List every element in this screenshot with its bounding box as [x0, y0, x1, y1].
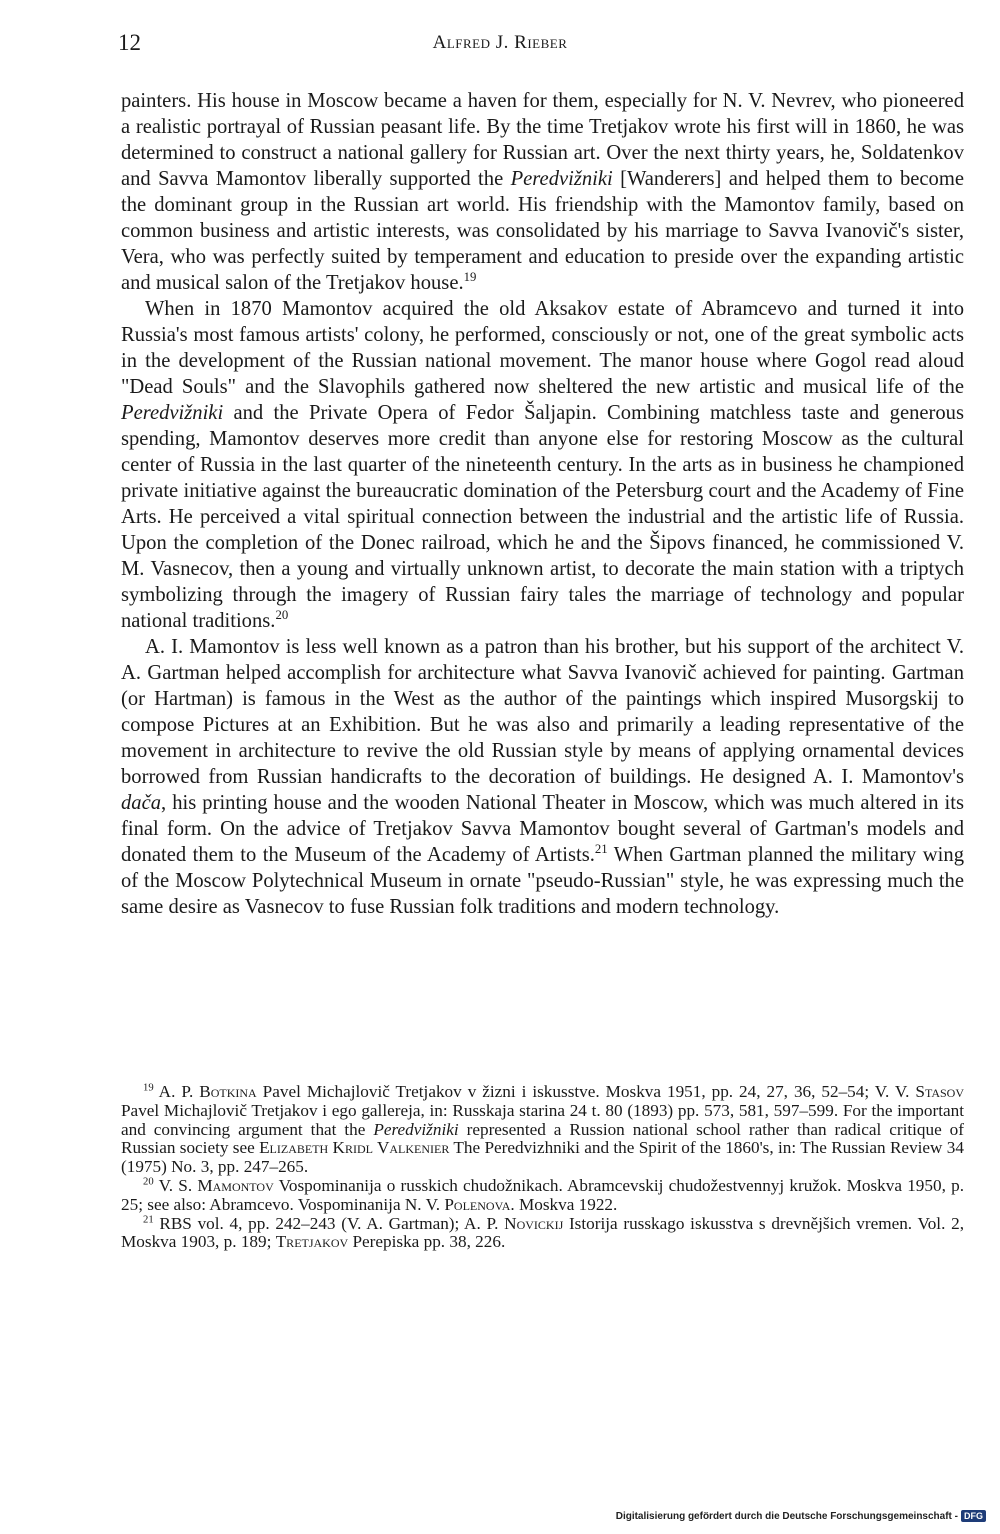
text-run: The Peredvizhniki and the Spirit of the 1860's, in: The Russian Review 34 (1975) No. 3, pp. 247–265.: [121, 1138, 964, 1177]
author-name: Stasov: [915, 1082, 964, 1101]
footnote: [121, 1215, 964, 1253]
footnote-ref: 19: [463, 270, 477, 285]
footer: [616, 1510, 986, 1522]
footnote-ref: 20: [143, 1176, 154, 1188]
text-run: A. P.: [153, 1082, 200, 1101]
author-name: Novickij: [504, 1213, 564, 1233]
footnote-ref: 19: [143, 1082, 154, 1094]
italic-text: Peredvižniki: [121, 402, 224, 424]
author-name: Elizabeth Kridl Valkenier: [259, 1138, 450, 1158]
paragraph: [121, 88, 964, 296]
footnote-ref: 21: [143, 1213, 154, 1225]
paragraph: [121, 296, 964, 634]
author-name: Botkina: [199, 1082, 257, 1101]
footnotes: [121, 1083, 964, 1252]
author-name: Polenova: [444, 1194, 511, 1214]
text-run: represented a Russion national school rather than radical critique of Russian society see: [121, 1119, 964, 1158]
paragraph: [121, 634, 964, 920]
footnote-ref: 21: [594, 842, 608, 857]
text-run: A. I. Mamontov is less well known as a patron than his brother, but his support of the architect V. A. Gartman helped accomplish for architecture what Savva Ivanovič achieved for painting. Gartman (or Hartman) is famous in the West as the author of the paintings which inspired Musorgskij to compose Pictures at an Exhibition. But he was also and primarily a leading representative of the movement in architecture to revive the old Russian style by means of applying ornamental devices borrowed from Russian handicrafts to the decoration of buildings. He designed A. I. Mamontov's: [121, 636, 964, 788]
text-run: , his printing house and the wooden National Theater in Moscow, which was much altered in its final form. On the advice of Tretjakov Savva Mamontov bought several of Gartman's models and donated them to the Museum of the Academy of Artists.: [121, 792, 964, 866]
running-head: Alfred J. Rieber: [432, 32, 568, 53]
text-run: V. S.: [153, 1175, 198, 1195]
footnote-ref: 20: [275, 608, 289, 623]
text-run: When Gartman planned the military wing of the Moscow Polytechnical Museum in ornate "pseudo-Russian" style, he was expressing much the same desire as Vasnecov to fuse Russian folk traditions and modern technology.: [121, 844, 964, 918]
text-run: RBS vol. 4, pp. 242–243 (V. A. Gartman); A. P.: [153, 1213, 505, 1233]
text-run: Vospominanija o russkich chudožnikach. Abramcevskij chudožestvennyj kružok. Moskva 1950, p. 25; see also: Abramcevo. Vospominanija N. V.: [121, 1175, 964, 1214]
text-run: and the Private Opera of Fedor Šaljapin. Combining matchless taste and generous spending, Mamontov deserves more credit than anyone else for restoring Moscow as the cultural center of Russia in the last quarter of the nineteenth century. In the arts as in business he championed private initiative against the bureaucratic domination of the Petersburg court and the Academy of Fine Arts. He perceived a vital spiritual connection between the industrial and the artistic life of Russia. Upon the completion of the Donec railroad, which he and the Šipovs financed, he commissioned V. M. Vasnecov, then a young and virtually unknown artist, to decorate the main station with a triptych symbolizing through the imagery of Russian fairy tales the marriage of technology and popular national traditions.: [121, 402, 964, 632]
text-run: painters. His house in Moscow became a haven for them, especially for N. V. Nevrev, who pioneered a realistic portrayal of Russian peasant life. By the time Tretjakov wrote his first will in 1860, he was determined to construct a national gallery for Russian art. Over the next thirty years, he, Soldatenkov and Savva Mamontov liberally supported the: [121, 90, 964, 190]
italic-text: Peredvižniki: [373, 1119, 459, 1139]
footer-credit: Digitalisierung gefördert durch die Deutsche Forschungsgemeinschaft -: [615, 1510, 958, 1522]
text-run: Pavel Michajlovič Tretjakov i ego gallereja, in: Russkaja starina 24 t. 80 (1893) pp. 573, 581, 597–599. For the important and convincing argument that the: [121, 1100, 964, 1139]
text-run: When in 1870 Mamontov acquired the old Aksakov estate of Abramcevo and turned it into Russia's most famous artists' colony, he performed, consciously or not, one of the great symbolic acts in the development of the Russian national movement. The manor house where Gogol read aloud "Dead Souls" and the Slavophils gathered now sheltered the new artistic and musical life of the: [121, 298, 964, 398]
text-run: Pavel Michajlovič Tretjakov v žizni i iskusstve. Moskva 1951, pp. 24, 27, 36, 52–54; V. V.: [256, 1082, 916, 1101]
footnote: [121, 1177, 964, 1215]
page-number: 12: [118, 30, 141, 55]
text-run: Istorija russkago iskusstva s drevnějšich vremen. Vol. 2, Moskva 1903, p. 189;: [121, 1213, 964, 1252]
dfg-logo-icon: DFG: [961, 1510, 986, 1522]
body-text: [121, 88, 964, 920]
text-run: Perepiska pp. 38, 226.: [348, 1232, 506, 1252]
italic-text: Peredvižniki: [510, 168, 613, 190]
author-name: Tretjakov: [275, 1232, 349, 1252]
author-name: Mamontov: [197, 1175, 274, 1195]
text-run: . Moskva 1922.: [510, 1194, 618, 1214]
italic-text: dača: [121, 792, 162, 814]
text-run: [Wanderers] and helped them to become the dominant group in the Russian art world. His friendship with the Mamontov family, based on common business and artistic interests, was consolidated by his marriage to Savva Ivanovič's sister, Vera, who was perfectly suited by temperament and education to preside over the expanding artistic and musical salon of the Tretjakov house.: [121, 168, 964, 294]
footnote: [121, 1083, 964, 1177]
